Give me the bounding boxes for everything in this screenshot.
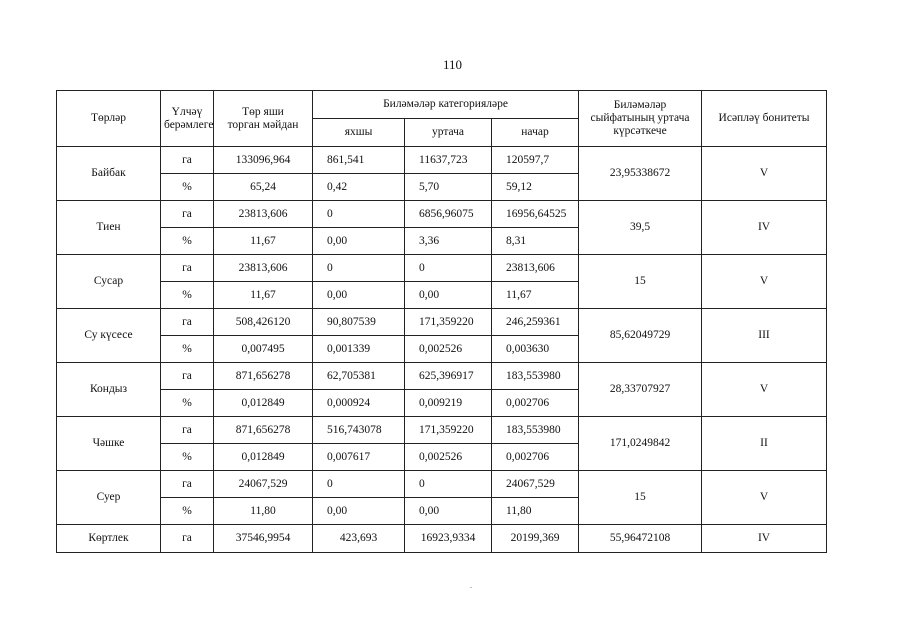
table-body (57, 147, 827, 553)
species-name: Көртлек (57, 525, 161, 553)
good-cell: 0,000924 (313, 390, 405, 417)
area-cell: 871,656278 (214, 363, 313, 390)
bonitet-cell: V (702, 471, 827, 525)
good-cell: 0,001339 (313, 336, 405, 363)
area-cell: 65,24 (214, 174, 313, 201)
area-cell: 11,67 (214, 228, 313, 255)
bonitet-cell: V (702, 363, 827, 417)
poor-cell: 246,259361 (492, 309, 579, 336)
good-cell: 423,693 (313, 525, 405, 553)
bonitet-cell: III (702, 309, 827, 363)
area-cell: 23813,606 (214, 255, 313, 282)
species-name: Кондыз (57, 363, 161, 417)
table-row (57, 471, 827, 498)
unit-cell: % (161, 498, 214, 525)
area-cell: 37546,9954 (214, 525, 313, 553)
unit-cell: га (161, 363, 214, 390)
species-name: Су күсесе (57, 309, 161, 363)
header-area: Төр яши торган мәйдан (214, 91, 313, 147)
unit-cell: га (161, 417, 214, 444)
unit-cell: % (161, 336, 214, 363)
medium-cell: 0,009219 (405, 390, 492, 417)
poor-cell: 23813,606 (492, 255, 579, 282)
medium-cell: 3,36 (405, 228, 492, 255)
unit-cell: га (161, 255, 214, 282)
good-cell: 0,00 (313, 228, 405, 255)
quality-cell: 39,5 (579, 201, 702, 255)
medium-cell: 11637,723 (405, 147, 492, 174)
poor-cell: 59,12 (492, 174, 579, 201)
unit-cell: га (161, 471, 214, 498)
good-cell: 0 (313, 471, 405, 498)
quality-cell: 171,0249842 (579, 417, 702, 471)
quality-cell: 28,33707927 (579, 363, 702, 417)
medium-cell: 6856,96075 (405, 201, 492, 228)
medium-cell: 0,002526 (405, 336, 492, 363)
good-cell: 861,541 (313, 147, 405, 174)
good-cell: 0 (313, 201, 405, 228)
poor-cell: 24067,529 (492, 471, 579, 498)
header-categories: Биләмәләр категорияләре (313, 91, 579, 119)
header-unit: Үлчәү берәмлеге (161, 91, 214, 147)
unit-cell: га (161, 201, 214, 228)
medium-cell: 16923,9334 (405, 525, 492, 553)
good-cell: 0,42 (313, 174, 405, 201)
poor-cell: 20199,369 (492, 525, 579, 553)
area-cell: 24067,529 (214, 471, 313, 498)
area-cell: 23813,606 (214, 201, 313, 228)
poor-cell: 16956,64525 (492, 201, 579, 228)
unit-cell: га (161, 525, 214, 553)
quality-cell: 55,96472108 (579, 525, 702, 553)
unit-cell: % (161, 282, 214, 309)
area-cell: 11,67 (214, 282, 313, 309)
medium-cell: 0 (405, 255, 492, 282)
table-row (57, 525, 827, 553)
medium-cell: 625,396917 (405, 363, 492, 390)
medium-cell: 171,359220 (405, 417, 492, 444)
area-cell: 0,007495 (214, 336, 313, 363)
header-types: Төрләр (57, 91, 161, 147)
medium-cell: 0,00 (405, 282, 492, 309)
unit-cell: % (161, 444, 214, 471)
poor-cell: 183,553980 (492, 417, 579, 444)
poor-cell: 0,003630 (492, 336, 579, 363)
area-cell: 508,426120 (214, 309, 313, 336)
quality-cell: 15 (579, 471, 702, 525)
medium-cell: 0 (405, 471, 492, 498)
good-cell: 90,807539 (313, 309, 405, 336)
poor-cell: 183,553980 (492, 363, 579, 390)
unit-cell: % (161, 390, 214, 417)
area-cell: 133096,964 (214, 147, 313, 174)
good-cell: 516,743078 (313, 417, 405, 444)
good-cell: 62,705381 (313, 363, 405, 390)
poor-cell: 0,002706 (492, 390, 579, 417)
page-number: 110 (442, 57, 463, 72)
table-row (57, 309, 827, 336)
poor-cell: 0,002706 (492, 444, 579, 471)
good-cell: 0,00 (313, 498, 405, 525)
area-cell: 0,012849 (214, 390, 313, 417)
poor-cell: 11,80 (492, 498, 579, 525)
bonitet-cell: IV (702, 201, 827, 255)
area-cell: 871,656278 (214, 417, 313, 444)
scan-speck (470, 587, 472, 588)
area-cell: 11,80 (214, 498, 313, 525)
species-name: Суер (57, 471, 161, 525)
poor-cell: 8,31 (492, 228, 579, 255)
unit-cell: % (161, 174, 214, 201)
table-row (57, 255, 827, 282)
bonitet-cell: V (702, 255, 827, 309)
good-cell: 0,007617 (313, 444, 405, 471)
area-cell: 0,012849 (214, 444, 313, 471)
species-name: Чәшке (57, 417, 161, 471)
unit-cell: % (161, 228, 214, 255)
poor-cell: 11,67 (492, 282, 579, 309)
table-row (57, 363, 827, 390)
poor-cell: 120597,7 (492, 147, 579, 174)
table-row (57, 147, 827, 174)
table-row (57, 417, 827, 444)
bonitet-cell: V (702, 147, 827, 201)
quality-cell: 15 (579, 255, 702, 309)
unit-cell: га (161, 309, 214, 336)
species-name: Сусар (57, 255, 161, 309)
table-row (57, 201, 827, 228)
header-medium: уртача (405, 119, 492, 147)
header-bonitet: Исәпләү бонитеты (702, 91, 827, 147)
quality-cell: 23,95338672 (579, 147, 702, 201)
quality-cell: 85,62049729 (579, 309, 702, 363)
bonitet-cell: IV (702, 525, 827, 553)
good-cell: 0,00 (313, 282, 405, 309)
header-quality: Биләмәләр сыйфатының уртача күрсәткече (579, 91, 702, 147)
habitat-table (56, 90, 827, 553)
species-name: Байбак (57, 147, 161, 201)
bonitet-cell: II (702, 417, 827, 471)
medium-cell: 171,359220 (405, 309, 492, 336)
medium-cell: 0,002526 (405, 444, 492, 471)
unit-cell: га (161, 147, 214, 174)
header-good: яхшы (313, 119, 405, 147)
medium-cell: 5,70 (405, 174, 492, 201)
species-name: Тиен (57, 201, 161, 255)
medium-cell: 0,00 (405, 498, 492, 525)
header-poor: начар (492, 119, 579, 147)
good-cell: 0 (313, 255, 405, 282)
